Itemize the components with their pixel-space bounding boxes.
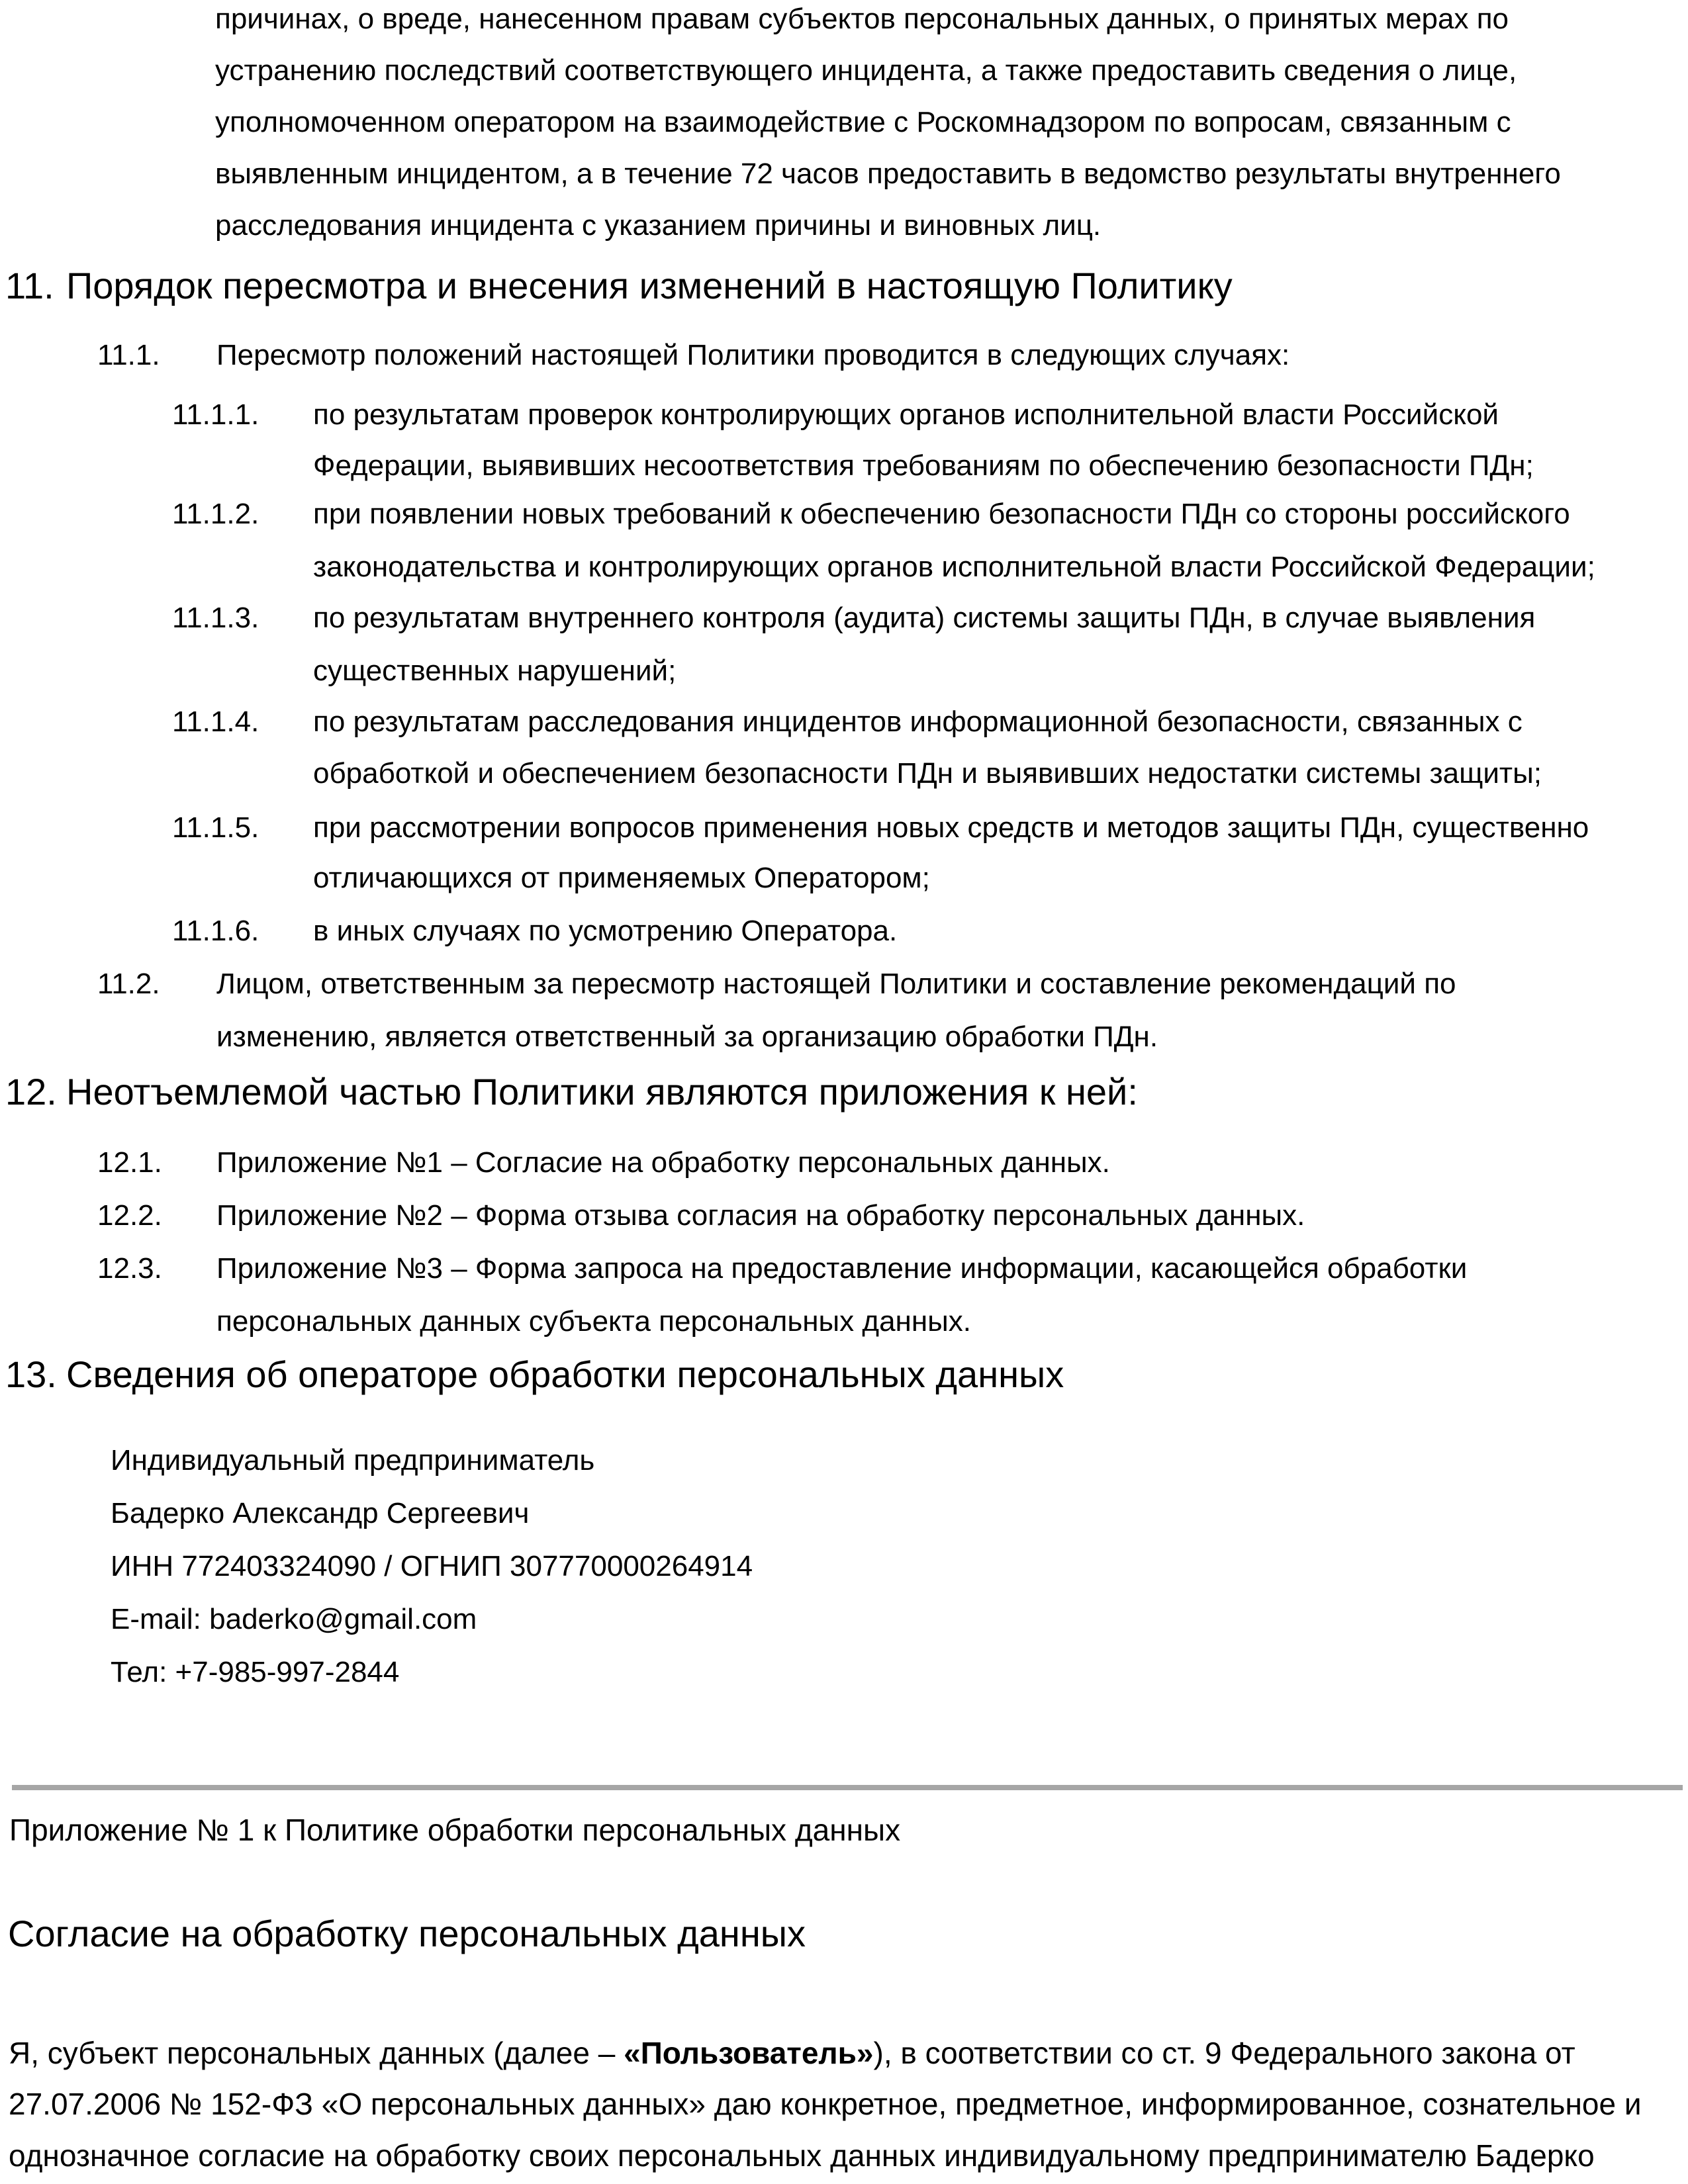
list-item-text: Лицом, ответственным за пересмотр настоящей Политики и составление рекомендаций по [216,968,1456,1000]
operator-phone: Тел: +7-985-997-2844 [111,1656,400,1688]
list-item-text: при появлении новых требований к обеспечению безопасности ПДн со стороны российского [313,498,1570,530]
list-item-text: по результатам внутреннего контроля (аудита) системы защиты ПДн, в случае выявления [313,602,1536,634]
list-item-text: изменению, является ответственный за организацию обработки ПДн. [216,1021,1158,1053]
operator-ids: ИНН 772403324090 / ОГНИП 307770000264914 [111,1550,753,1582]
list-item-number: 11.1.3. [172,602,259,634]
appendix-label: Приложение № 1 к Политике обработки персональных данных [9,1813,901,1847]
list-item-number: 12.1. [97,1146,162,1179]
consent-text: Я, субъект персональных данных (далее – [9,2036,624,2070]
section-12-number: 12. [5,1071,57,1113]
list-item-text: Пересмотр положений настоящей Политики проводится в следующих случаях: [216,339,1290,371]
list-item-text: по результатам проверок контролирующих органов исполнительной власти Российской [313,398,1499,431]
list-item-text: Федерации, выявивших несоответствия требованиям по обеспечению безопасности ПДн; [313,449,1534,482]
consent-paragraph-line: 27.07.2006 № 152-ФЗ «О персональных данных» даю конкретное, предметное, информированное, сознательное и [9,2087,1642,2121]
list-item-number: 11.1. [97,339,160,371]
list-item-text: обработкой и обеспечением безопасности ПДн и выявивших недостатки системы защиты; [313,757,1542,790]
section-11-title: Порядок пересмотра и внесения изменений в настоящую Политику [66,265,1233,306]
section-13-title: Сведения об операторе обработки персональных данных [66,1353,1064,1395]
consent-user-term: «Пользователь» [624,2036,874,2070]
section-13-number: 13. [5,1353,57,1395]
operator-email: E-mail: baderko@gmail.com [111,1603,477,1635]
consent-paragraph-line [9,2038,1575,2068]
list-item-number: 11.2. [97,968,160,1000]
list-item-text: существенных нарушений; [313,655,677,687]
list-item-number: 12.3. [97,1252,162,1285]
list-item-number: 12.2. [97,1199,162,1232]
operator-name: Бадерко Александр Сергеевич [111,1497,530,1529]
list-item-text: Приложение №3 – Форма запроса на предоставление информации, касающейся обработки [216,1252,1468,1285]
list-item-number: 11.1.4. [172,705,259,738]
intro-line: устранению последствий соответствующего инцидента, а также предоставить сведения о лице, [215,54,1517,87]
list-item-text: по результатам расследования инцидентов информационной безопасности, связанных с [313,705,1523,738]
appendix-title: Согласие на обработку персональных данных [8,1913,806,1954]
list-item-number: 11.1.1. [172,398,259,431]
list-item-text: законодательства и контролирующих органов исполнительной власти Российской Федерации; [313,551,1595,583]
list-item-text: Приложение №1 – Согласие на обработку персональных данных. [216,1146,1110,1179]
list-item-text: персональных данных субъекта персональных данных. [216,1305,971,1338]
section-11-number: 11. [5,265,54,306]
list-item-text: при рассмотрении вопросов применения новых средств и методов защиты ПДн, существенно [313,811,1589,844]
section-divider [12,1785,1683,1790]
operator-type: Индивидуальный предприниматель [111,1444,595,1477]
list-item-text: Приложение №2 – Форма отзыва согласия на обработку персональных данных. [216,1199,1305,1232]
list-item-text: в иных случаях по усмотрению Оператора. [313,915,898,947]
consent-text: ), в соответствии со ст. 9 Федерального закона от [873,2036,1575,2070]
list-item-number: 11.1.5. [172,811,259,844]
intro-line: расследования инцидента с указанием причины и виновных лиц. [215,209,1102,242]
list-item-number: 11.1.6. [172,915,259,947]
intro-line: выявленным инцидентом, а в течение 72 часов предоставить в ведомство результаты внутреннего [215,158,1561,190]
intro-line: причинах, о вреде, нанесенном правам субъектов персональных данных, о принятых мерах по [215,3,1509,35]
list-item-number: 11.1.2. [172,498,259,530]
consent-paragraph-line: однозначное согласие на обработку своих персональных данных индивидуальному предпринимателю Бадерко [9,2138,1595,2173]
list-item-text: отличающихся от применяемых Оператором; [313,862,930,894]
intro-line: уполномоченном оператором на взаимодействие с Роскомнадзором по вопросам, связанным с [215,106,1511,138]
section-12-title: Неотъемлемой частью Политики являются приложения к ней: [66,1071,1138,1113]
